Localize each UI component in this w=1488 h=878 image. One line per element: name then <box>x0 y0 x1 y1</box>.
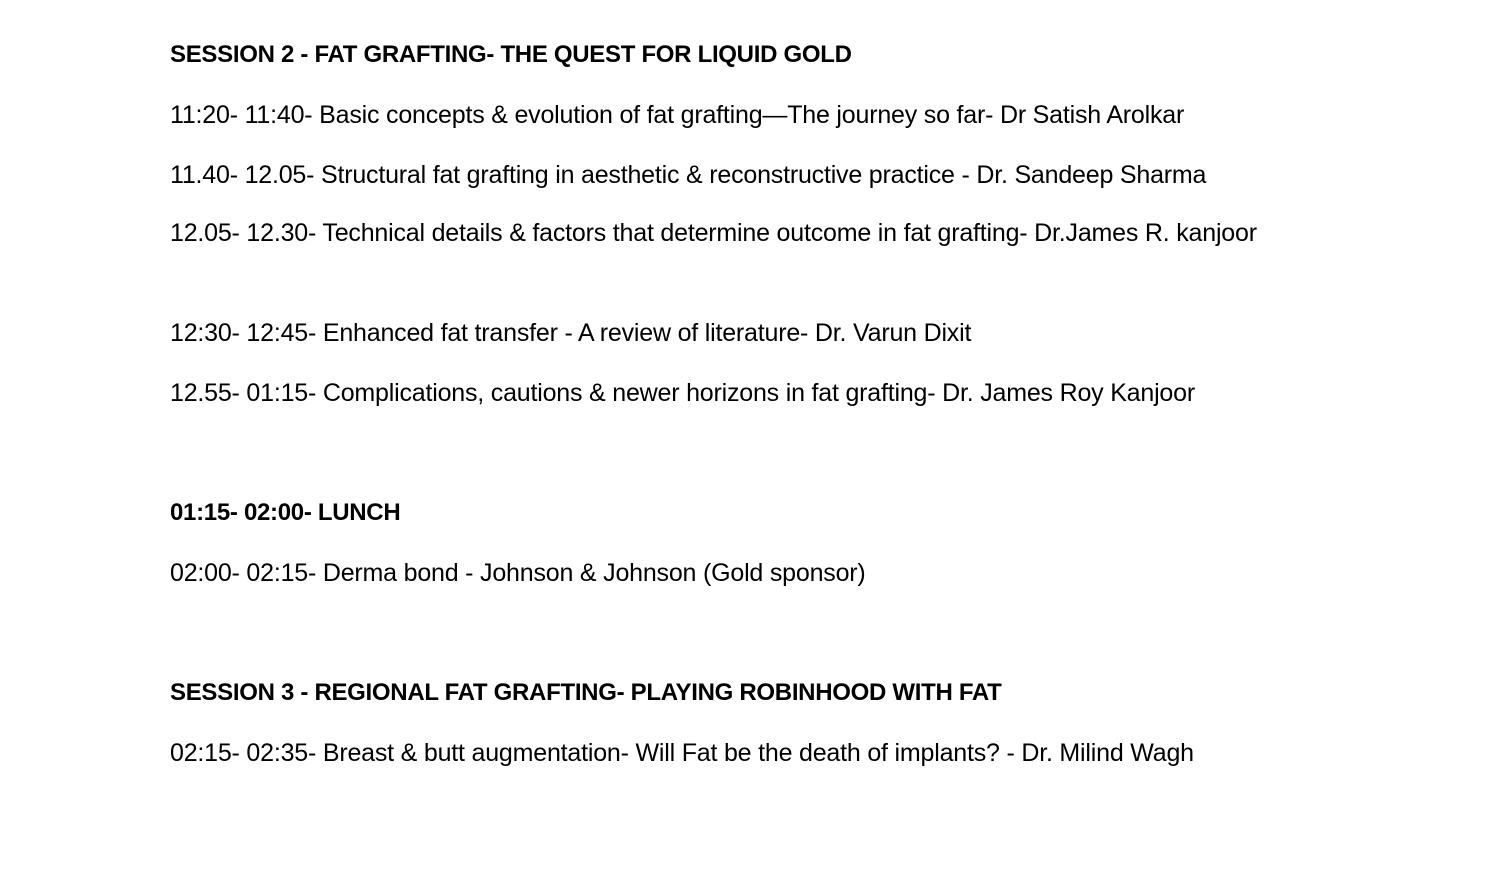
session-2-item-3: 12.05- 12.30- Technical details & factors that determine outcome in fat grafting- Dr.James R. kanjoor <box>170 219 1257 247</box>
session-3-heading: SESSION 3 - REGIONAL FAT GRAFTING- PLAYING ROBINHOOD WITH FAT <box>170 679 1002 706</box>
session-2-item-1: 11:20- 11:40- Basic concepts & evolution of fat grafting—The journey so far- Dr Satish Arolkar <box>170 101 1185 129</box>
session-2-heading: SESSION 2 - FAT GRAFTING- THE QUEST FOR LIQUID GOLD <box>170 41 852 68</box>
session-2-item-2: 11.40- 12.05- Structural fat grafting in aesthetic & reconstructive practice - Dr. Sandeep Sharma <box>170 161 1207 189</box>
session-2-item-4: 12:30- 12:45- Enhanced fat transfer - A review of literature- Dr. Varun Dixit <box>170 319 972 347</box>
session-3-item-1: 02:15- 02:35- Breast & butt augmentation- Will Fat be the death of implants? - Dr. Milind Wagh <box>170 739 1194 767</box>
lunch-heading: 01:15- 02:00- LUNCH <box>170 499 401 526</box>
lunch-item-1: 02:00- 02:15- Derma bond - Johnson & Johnson (Gold sponsor) <box>170 559 866 587</box>
session-2-item-5: 12.55- 01:15- Complications, cautions & newer horizons in fat grafting- Dr. James Roy Kanjoor <box>170 379 1195 407</box>
